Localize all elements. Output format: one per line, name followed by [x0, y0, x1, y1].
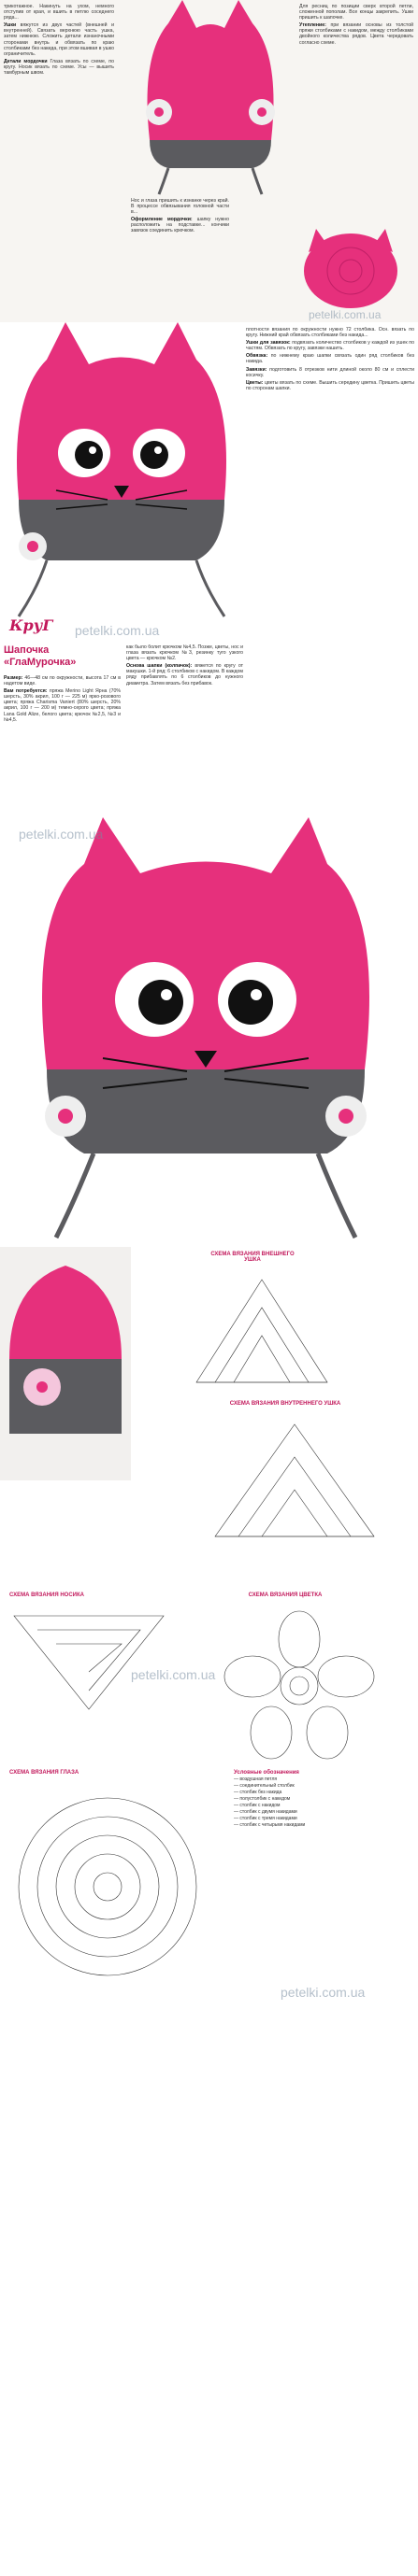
legend-item: — столбик с четырьмя накидами: [234, 1822, 306, 1828]
size-heading: Размер:: [4, 675, 23, 681]
col3-heading: Утепление:: [299, 22, 326, 29]
p2-right-text: плотности вязания по окружности нужно 72 столбика. Осн. вязать по кругу. Нижний край обвязать столбиками без накида...: [246, 327, 414, 339]
col2-text: Нос и глаза пришить к изнанке через край. В процессе обвязывания головной части в...: [131, 198, 229, 216]
legend-item: — столбик с двумя накидами: [234, 1809, 297, 1815]
watermark-4: petelki.com.ua: [131, 1667, 216, 1682]
col1-heading: Ушки: [4, 22, 17, 29]
text-column-2: [131, 198, 229, 318]
p3-col2-text-2: вяжется по кругу от макушки. 1-й ряд: 6 столбиков с накидом. В каждом ряду прибавлять по 6 столбиков до нужного диаметра. Затем вязать без прибавок.: [126, 663, 243, 686]
legend-item: — столбик без накида: [234, 1790, 282, 1795]
legend: [234, 1770, 411, 1829]
p2-heading-1: Ушки для завязок:: [246, 340, 291, 347]
legend-title: Условные обозначения: [234, 1770, 299, 1776]
diagram-inner-ear: [206, 1415, 383, 1546]
p2-text-3: подготовить 8 отрезков нити длиной около 80 см и сплести косичку.: [246, 366, 414, 378]
title-nose: СХЕМА ВЯЗАНИЯ НОСИКА: [9, 1592, 84, 1598]
page-panel-4: [0, 1247, 418, 2576]
text-column-5: [4, 675, 121, 806]
p2-heading-2: Обвязка:: [246, 353, 268, 360]
pattern-title: Шапочка «ГлаМурочка»: [4, 644, 77, 668]
watermark-2: petelki.com.ua: [75, 623, 160, 638]
watermark-1: petelki.com.ua: [309, 308, 382, 321]
p3-col2-heading: Основа шапки (колпачок):: [126, 663, 193, 670]
legend-item: — полустолбик с накидом: [234, 1796, 291, 1802]
cat-hat-photo-2: [0, 808, 418, 1247]
size-text: 46—48 см по окружности, высота 17 см в надетом виде.: [4, 675, 121, 687]
title-eye: СХЕМА ВЯЗАНИЯ ГЛАЗА: [9, 1770, 79, 1776]
col1-intro: трикотажное. Накинуть на ухом, немного отступив от края, и вшить в петлю соседнего ряда...: [4, 4, 114, 21]
diagram-outer-ear: [187, 1270, 337, 1392]
col3-text-2: при вязании основы из толстой пряжи столбиками с накидом, между столбиками двойного количества рядов. Цвета чередовать согласно схеме.: [299, 22, 413, 46]
p2-text-4: цветы вязать по схеме. Вышить середину цветка. Пришить цветы по сторонам шапки.: [246, 379, 414, 391]
text-column-3: [299, 4, 413, 191]
diagram-flower: [206, 1606, 393, 1765]
col1-text: вяжутся из двух частей (внешней и внутренней). Связать верхнюю часть ушка, затем нижнюю. Сложить детали изнаночными сторонами внутрь и обвязать по краю столбиками без накида, при этом вшивая в ушко ограничитель.: [4, 22, 114, 57]
legend-item: — столбик с тремя накидами: [234, 1816, 297, 1821]
col1-text-2: Глаза вязать по схеме, по кругу. Носик вязать по схеме. Усы — вышить тамбурным швом.: [4, 58, 114, 77]
p3-col2-text: как было болит крючком №4,5. Позже, цветы, нос и глаза вязать крючком №3, резинку туго узкого цвета — крючком №2.: [126, 644, 243, 662]
text-column-1: [4, 4, 114, 318]
logo: КруГ: [9, 616, 53, 634]
hat-top-view: [299, 224, 402, 313]
legend-item: — столбик с накидом: [234, 1803, 281, 1808]
col2-text-2: шапку нужно расположить на подставке... кончики завязок соединить крючком.: [131, 217, 229, 234]
page-panel-3: [0, 808, 418, 1247]
text-column-4: [246, 327, 414, 803]
flower-hat-photo: [0, 1247, 131, 1480]
legend-item: — соединительный столбик: [234, 1783, 295, 1789]
title-inner-ear: СХЕМА ВЯЗАНИЯ ВНУТРЕННЕГО УШКА: [229, 1401, 341, 1407]
cat-hat-photo-1: [0, 322, 243, 630]
watermark-5: petelki.com.ua: [281, 1985, 366, 2000]
legend-item: — воздушная петля: [234, 1776, 278, 1782]
diagram-nose: [5, 1606, 173, 1719]
page-panel-1: [0, 0, 418, 322]
text-column-6: [126, 644, 243, 803]
title-flower: СХЕМА ВЯЗАНИЯ ЦВЕТКА: [248, 1592, 323, 1598]
materials-heading: Вам потребуется:: [4, 688, 48, 695]
title-outer-ear: СХЕМА ВЯЗАНИЯ ВНЕШНЕГО УШКА: [210, 1252, 295, 1263]
col2-heading: Оформление мордочки:: [131, 217, 193, 223]
p2-text-1: подвязать количество столбиков у каждой из ушек по частям. Обвязать по кругу, завязки нашить.: [246, 340, 414, 352]
watermark-3: petelki.com.ua: [19, 827, 104, 842]
diagram-eye: [9, 1784, 206, 1989]
page-panel-2: [0, 322, 418, 808]
p2-text-2: по нижнему краю шапки связать один ряд столбиков без накида.: [246, 353, 414, 365]
col1-heading-2: Детали мордочки: [4, 58, 48, 64]
p2-heading-4: Цветы:: [246, 379, 264, 386]
materials-text: пряжа Merino Light Ярна (70% шерсть, 30% акрил, 100 г — 225 м) ярко-розового цвета; пряжа Charisma Vaniert (80% шерсть, 20% акрил, 100 г — 200 м) темно-серого цвета; пряжа Lana Gold Alize, белого цвета; крючок №2,5, №3 и №4,5.: [4, 688, 121, 723]
hat-photo-top: [131, 0, 290, 196]
p2-heading-3: Завязки:: [246, 366, 267, 373]
col3-text: Для ресниц по позиции сверх второй петли, сложенной пополам. Все концы закрепить. Ушки пришить к шапочке.: [299, 4, 413, 21]
